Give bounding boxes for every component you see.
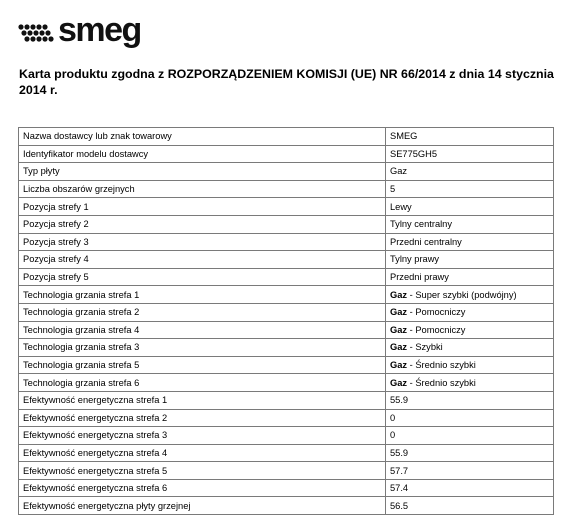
spec-value-prefix: Gaz xyxy=(390,324,408,335)
spec-value: Lewy xyxy=(386,198,554,216)
spec-label: Identyfikator modelu dostawcy xyxy=(19,145,386,163)
spec-label: Efektywność energetyczna strefa 6 xyxy=(19,479,386,497)
table-row xyxy=(19,409,554,427)
table-row xyxy=(19,286,554,304)
spec-value xyxy=(386,303,554,321)
spec-label: Efektywność energetyczna strefa 5 xyxy=(19,462,386,480)
spec-value: Gaz xyxy=(386,163,554,181)
page-title: Karta produktu zgodna z ROZPORZĄDZENIEM KOMISJI (UE) NR 66/2014 z dnia 14 stycznia 2014 r. xyxy=(19,67,554,97)
spec-value-text: - Pomocniczy xyxy=(407,324,466,335)
spec-label: Liczba obszarów grzejnych xyxy=(19,180,386,198)
table-row xyxy=(19,145,554,163)
spec-label: Pozycja strefy 3 xyxy=(19,233,386,251)
spec-value xyxy=(386,286,554,304)
spec-value: Tylny centralny xyxy=(386,215,554,233)
spec-label: Technologia grzania strefa 2 xyxy=(19,303,386,321)
spec-value-prefix: Gaz xyxy=(390,377,408,388)
spec-value: SMEG xyxy=(386,128,554,146)
table-row xyxy=(19,180,554,198)
spec-value-prefix: Gaz xyxy=(390,342,408,353)
table-row xyxy=(19,321,554,339)
table-row xyxy=(19,497,554,515)
table-row xyxy=(19,356,554,374)
table-row xyxy=(19,233,554,251)
spec-value-text: - Szybki xyxy=(407,342,443,353)
spec-label: Technologia grzania strefa 3 xyxy=(19,339,386,357)
spec-value-text: - Średnio szybki xyxy=(407,360,476,371)
spec-value: Tylny prawy xyxy=(386,251,554,269)
smeg-wordmark: smeg xyxy=(58,11,141,49)
spec-label: Pozycja strefy 5 xyxy=(19,268,386,286)
spec-label: Technologia grzania strefa 4 xyxy=(19,321,386,339)
spec-label: Technologia grzania strefa 6 xyxy=(19,374,386,392)
spec-value: SE775GH5 xyxy=(386,145,554,163)
spec-value: 0 xyxy=(386,409,554,427)
spec-label: Efektywność energetyczna strefa 4 xyxy=(19,444,386,462)
table-row xyxy=(19,339,554,357)
table-row xyxy=(19,462,554,480)
table-row xyxy=(19,391,554,409)
table-row xyxy=(19,128,554,146)
spec-label: Pozycja strefy 2 xyxy=(19,215,386,233)
spec-label: Efektywność energetyczna strefa 2 xyxy=(19,409,386,427)
table-row xyxy=(19,215,554,233)
spec-value: Przedni prawy xyxy=(386,268,554,286)
spec-label: Typ płyty xyxy=(19,163,386,181)
spec-value xyxy=(386,339,554,357)
table-row xyxy=(19,268,554,286)
spec-value: 5 xyxy=(386,180,554,198)
spec-value: 57.4 xyxy=(386,479,554,497)
spec-value: 57.7 xyxy=(386,462,554,480)
spec-value xyxy=(386,374,554,392)
spec-value: Przedni centralny xyxy=(386,233,554,251)
table-row xyxy=(19,444,554,462)
spec-value: 55.9 xyxy=(386,444,554,462)
spec-value-text: - Super szybki (podwójny) xyxy=(407,289,517,300)
smeg-dots-icon xyxy=(18,18,56,42)
spec-label: Efektywność energetyczna strefa 3 xyxy=(19,427,386,445)
spec-value-prefix: Gaz xyxy=(390,360,408,371)
spec-value-text: - Pomocniczy xyxy=(407,307,466,318)
spec-value xyxy=(386,321,554,339)
spec-label: Efektywność energetyczna strefa 1 xyxy=(19,391,386,409)
spec-label: Nazwa dostawcy lub znak towarowy xyxy=(19,128,386,146)
table-row xyxy=(19,251,554,269)
spec-value-prefix: Gaz xyxy=(390,307,408,318)
table-row xyxy=(19,427,554,445)
spec-value: 0 xyxy=(386,427,554,445)
smeg-logo xyxy=(18,12,141,48)
spec-label: Pozycja strefy 4 xyxy=(19,251,386,269)
table-row xyxy=(19,163,554,181)
table-row xyxy=(19,374,554,392)
spec-label: Technologia grzania strefa 5 xyxy=(19,356,386,374)
table-row xyxy=(19,198,554,216)
product-spec-table xyxy=(18,127,554,515)
spec-value: 56.5 xyxy=(386,497,554,515)
spec-label: Efektywność energetyczna płyty grzejnej xyxy=(19,497,386,515)
spec-value-text: - Średnio szybki xyxy=(407,377,476,388)
spec-label: Technologia grzania strefa 1 xyxy=(19,286,386,304)
spec-value: 55.9 xyxy=(386,391,554,409)
spec-value xyxy=(386,356,554,374)
table-row xyxy=(19,303,554,321)
spec-value-prefix: Gaz xyxy=(390,289,408,300)
spec-label: Pozycja strefy 1 xyxy=(19,198,386,216)
table-row xyxy=(19,479,554,497)
